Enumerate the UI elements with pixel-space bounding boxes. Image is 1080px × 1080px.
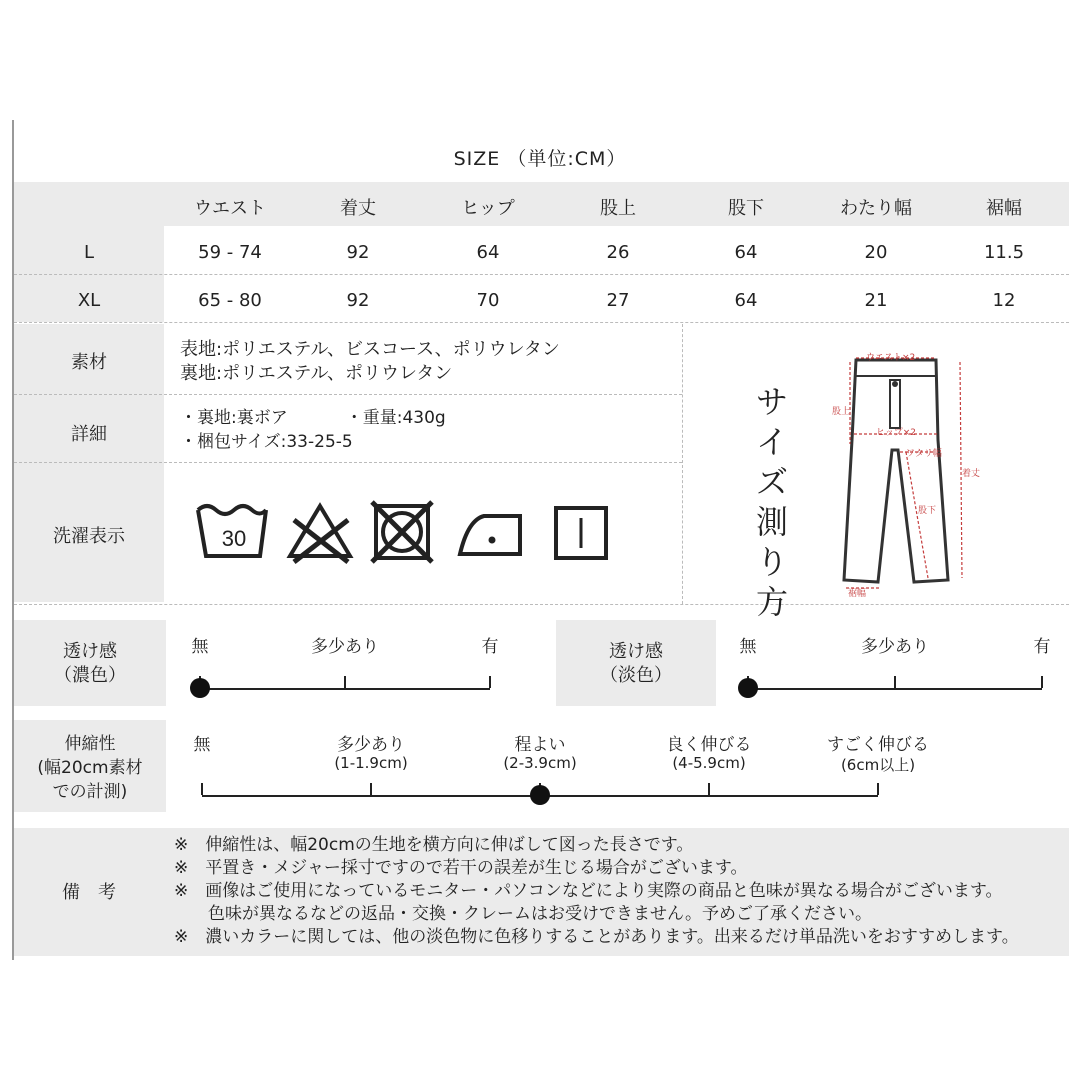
scale-label: 良く伸びる [666, 735, 752, 755]
scale-label: 多少あり [861, 637, 929, 657]
scale-sublabel: (1-1.9cm) [334, 754, 408, 772]
scale-tick [708, 783, 710, 795]
scale-sublabel: (4-5.9cm) [672, 754, 746, 772]
table-cell: 12 [992, 290, 1016, 311]
scale-label: 多少あり [337, 735, 405, 755]
wash-temp: 30 [221, 526, 247, 551]
scale-line [200, 688, 490, 690]
remark-line: ※ 濃いカラーに関しては、他の淡色物に色移りすることがあります。出来るだけ単品洗いをおすすめします。 [174, 927, 1019, 947]
column-header: わたり幅 [840, 198, 912, 219]
row-divider [14, 462, 682, 463]
table-cell: 70 [476, 290, 500, 311]
table-cell: 92 [346, 290, 370, 311]
size-label: L [83, 242, 95, 263]
column-header: 股上 [600, 198, 636, 219]
label-rise: 股上 [832, 407, 851, 417]
table-cell: 64 [734, 242, 758, 263]
row-divider [14, 394, 682, 395]
row-divider [14, 274, 1069, 275]
label-hip: ヒップ×2 [876, 428, 916, 438]
measure-title: サ イ ズ 測 り 方 [755, 383, 788, 621]
scale-tick [201, 783, 203, 795]
scale-label: 多少あり [311, 637, 379, 657]
material-line: 裏地:ポリエステル、ポリウレタン [180, 363, 453, 384]
label-inseam: 股下 [918, 506, 937, 516]
scale-tick [894, 676, 896, 688]
scale-label: 程よい [514, 735, 566, 755]
material-line: 表地:ポリエステル、ビスコース、ポリウレタン [180, 339, 560, 360]
remark-line: ※ 平置き・メジャー採寸ですので若干の誤差が生じる場合がございます。 [174, 858, 748, 878]
scale-label: 無 [191, 637, 209, 657]
label-thigh: ワタリ幅 [906, 449, 942, 459]
stretch-sub: での計測) [52, 782, 128, 802]
details-label: 詳細 [71, 424, 107, 445]
table-cell: 59 - 74 [198, 242, 262, 263]
transparency-dark-sub: （濃色） [54, 665, 126, 686]
size-title: SIZE （単位:CM） [453, 148, 627, 170]
scale-label: 無 [739, 637, 757, 657]
column-header: 裾幅 [986, 198, 1022, 219]
remark-line: 色味が異なるなどの返品・交換・クレームはお受けできません。予めご了承ください。 [174, 904, 873, 924]
scale-tick [370, 783, 372, 795]
scale-sublabel: (2-3.9cm) [503, 754, 577, 772]
remark-line: ※ 画像はご使用になっているモニター・パソコンなどにより実際の商品と色味が異なる場合がございます。 [174, 881, 1003, 901]
care-label: 洗濯表示 [53, 526, 125, 547]
scale-line [748, 688, 1042, 690]
transparency-dark-title: 透け感 [63, 641, 117, 662]
column-divider [682, 324, 683, 604]
table-cell: 92 [346, 242, 370, 263]
label-hem: 裾幅 [848, 589, 867, 599]
details-package-size: ・梱包サイズ:33-25-5 [180, 432, 353, 452]
details-lining: ・裏地:裏ボア [180, 408, 288, 428]
label-waist: ウエスト×2 [866, 353, 916, 363]
scale-sublabel: (6cm以上) [840, 756, 916, 774]
table-cell: 65 - 80 [198, 290, 262, 311]
scale-label: すごく伸びる [827, 735, 929, 755]
column-header: ウエスト [194, 198, 266, 219]
scale-marker [738, 678, 758, 698]
details-weight: ・重量:430g [345, 408, 446, 428]
scale-marker [190, 678, 210, 698]
low-iron-icon [460, 516, 520, 554]
care-symbols [180, 496, 620, 566]
scale-label: 有 [1033, 637, 1051, 657]
table-cell: 27 [606, 290, 630, 311]
remarks-label: 備 考 [62, 882, 116, 903]
table-cell: 11.5 [983, 242, 1025, 263]
scale-tick [877, 783, 879, 795]
table-cell: 21 [864, 290, 888, 311]
row-divider [14, 604, 1069, 605]
column-header: 股下 [728, 198, 764, 219]
scale-label: 無 [193, 735, 211, 755]
details-text [180, 406, 446, 454]
column-header: 着丈 [340, 198, 376, 219]
table-cell: 26 [606, 242, 630, 263]
remarks-notes [174, 834, 1019, 949]
size-label: XL [77, 290, 101, 311]
transparency-light-title: 透け感 [609, 641, 663, 662]
scale-marker [530, 785, 550, 805]
stretch-sub: (幅20cm素材 [37, 758, 143, 778]
row-divider [14, 322, 1069, 323]
table-cell: 64 [734, 290, 758, 311]
table-cell: 64 [476, 242, 500, 263]
scale-label: 有 [481, 637, 499, 657]
remark-line: ※ 伸縮性は、幅20cmの生地を横方向に伸ばして図った長さです。 [174, 835, 694, 855]
column-header: ヒップ [461, 198, 515, 219]
no-tumble-dry-icon [372, 502, 432, 562]
scale-tick [344, 676, 346, 688]
wash-30-icon [198, 506, 266, 556]
line-dry-icon [556, 508, 606, 558]
label-length: 着丈 [962, 469, 981, 479]
material-label: 素材 [71, 352, 107, 373]
scale-tick [1041, 676, 1043, 688]
transparency-light-sub: （淡色） [600, 665, 672, 686]
no-bleach-icon [290, 506, 350, 562]
stretch-title: 伸縮性 [64, 734, 116, 754]
scale-tick [489, 676, 491, 688]
table-cell: 20 [864, 242, 888, 263]
material-text [180, 338, 560, 386]
